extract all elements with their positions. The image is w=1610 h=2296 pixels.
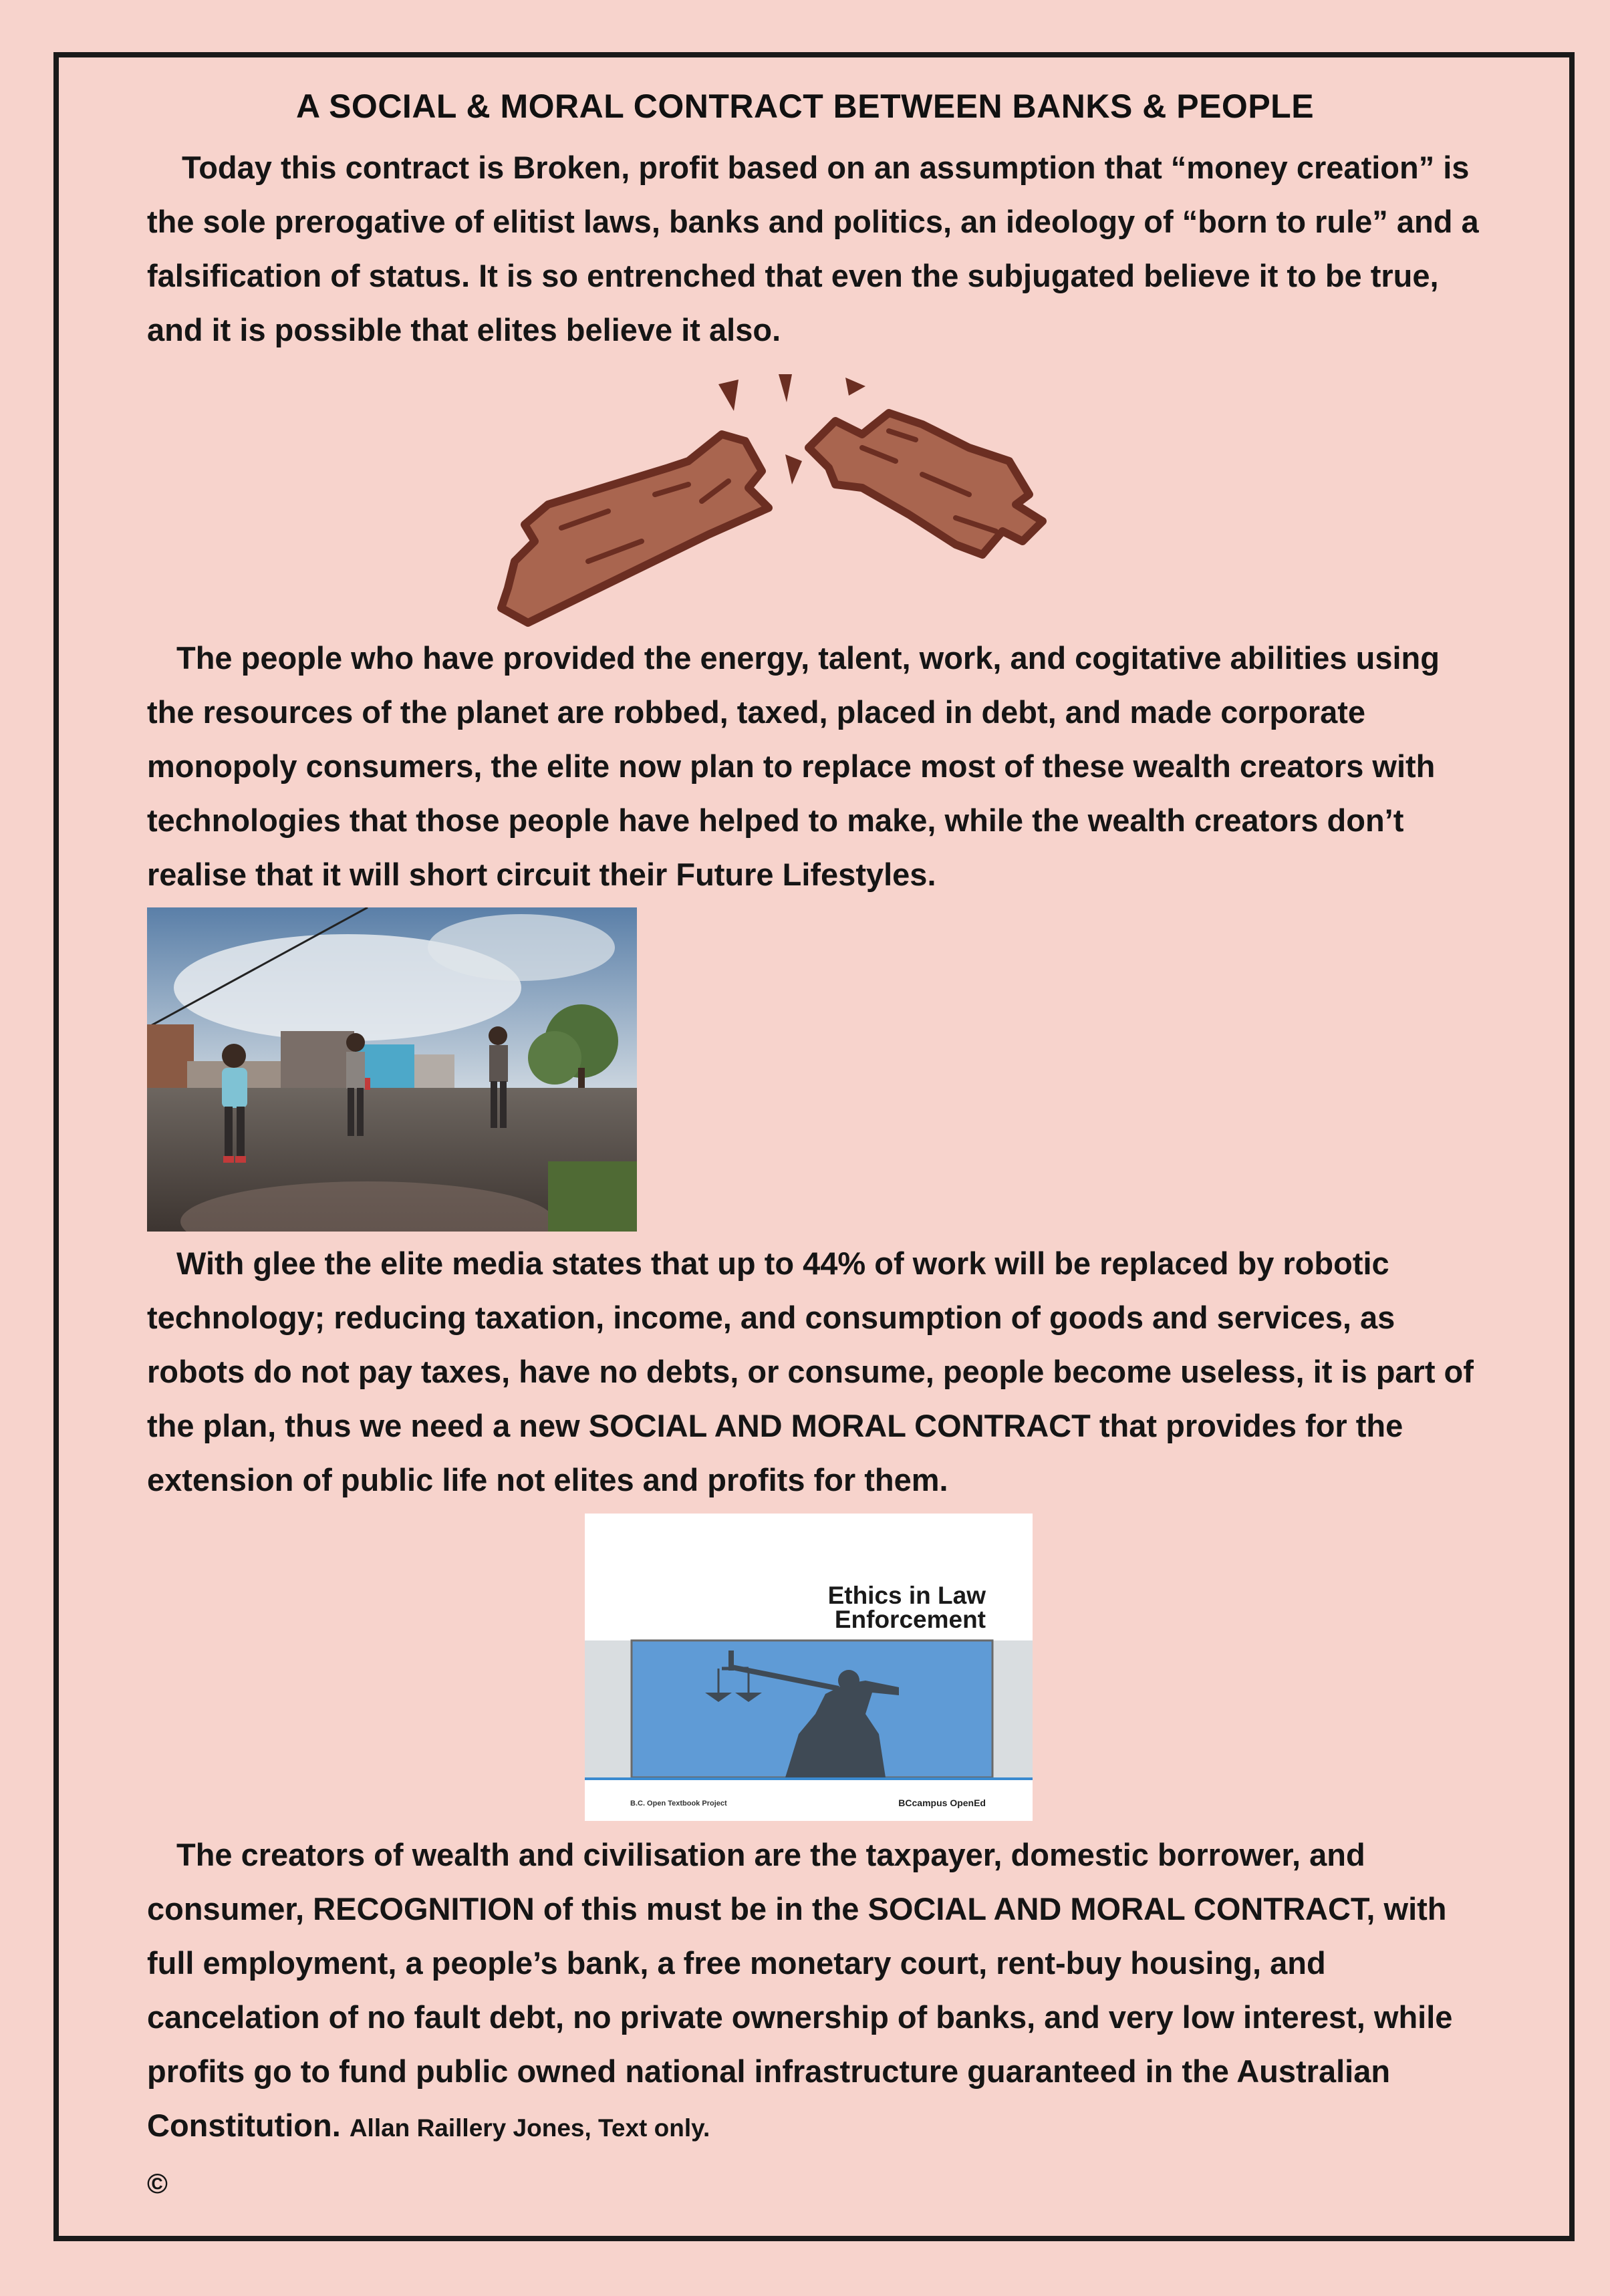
shard-bottom bbox=[785, 454, 802, 484]
shard-left bbox=[718, 380, 739, 411]
shard-top bbox=[779, 374, 792, 402]
cover-publisher-left: B.C. Open Textbook Project bbox=[630, 1800, 727, 1808]
ethics-book-cover bbox=[585, 1514, 1033, 1821]
copyright-symbol: © bbox=[147, 2168, 168, 2199]
cover-publisher-right: BCcampus OpenEd bbox=[898, 1798, 986, 1808]
paragraph-2: The people who have provided the energy, talent, work, and cogitative abilities using the resources of the planet are robbed, taxed, placed in debt, and made corporate monopoly consumers, the elite now plan to replace most of these wealth creators with technologies that those people have helped to make, while the wealth creators don’t realise that it will short circuit their Future Lifestyles. bbox=[147, 640, 1440, 892]
broken-branch-illustration bbox=[488, 361, 1063, 628]
slum-children-photo bbox=[147, 907, 637, 1232]
cover-title: Ethics in Law Enforcement bbox=[827, 1582, 986, 1633]
shard-right bbox=[845, 378, 865, 396]
paragraph-4-text: The creators of wealth and civilisation are the taxpayer, domestic borrower, and consumer, RECOGNITION of this must be in the SOCIAL AND MORAL CONTRACT, with full employment, a people’s bank, a free monetary court, rent-buy housing, and cancelation of no fault debt, no private ownership of banks, and very low interest, while profits go to fund public owned national infrastructure guaranteed in the Australian Constitution. bbox=[147, 1837, 1453, 2143]
document-title: A SOCIAL & MORAL CONTRACT BETWEEN BANKS & PEOPLE bbox=[295, 88, 1315, 125]
branch-left bbox=[501, 434, 769, 623]
attribution: Allan Raillery Jones, Text only. bbox=[349, 2114, 710, 2142]
paragraph-3: With glee the elite media states that up to 44% of work will be replaced by robotic technology; reducing taxation, income, and consumption of goods and services, as robots do not pay taxes, have no debts, or consume, people become useless, it is part of the plan, thus we need a new SOCIAL AND MORAL CONTRACT that provides for the extension of public life not elites and profits for them. bbox=[147, 1246, 1474, 1497]
paragraph-4 bbox=[147, 1828, 1484, 2210]
branch-right bbox=[809, 413, 1043, 555]
paragraph-1: Today this contract is Broken, profit based on an assumption that “money creation” is the sole prerogative of elitist laws, banks and politics, an ideology of “born to rule” and a falsification of status. It is so entrenched that even the subjugated believe it to be true, and it is possible that elites believe it also. bbox=[147, 150, 1479, 347]
